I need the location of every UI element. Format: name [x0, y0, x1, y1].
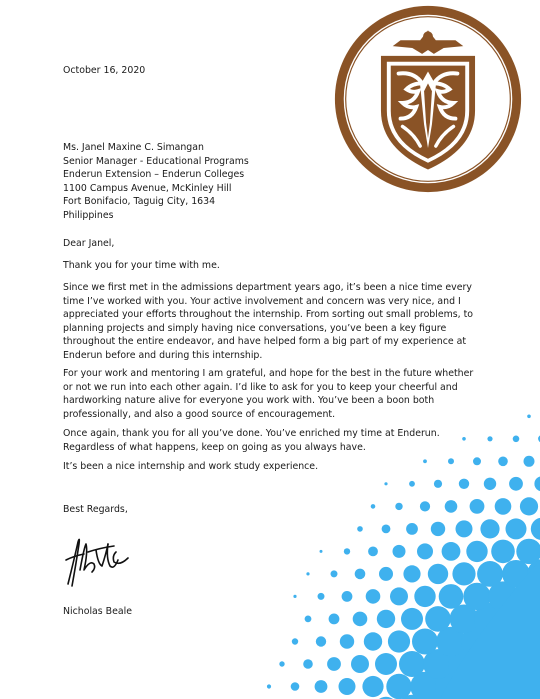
halftone-dot: [364, 632, 382, 650]
recipient-address: [63, 141, 249, 223]
halftone-dot: [439, 584, 464, 609]
halftone-dot: [466, 541, 487, 562]
halftone-dot: [393, 545, 406, 558]
halftone-dot: [395, 503, 402, 510]
halftone-dot: [403, 565, 420, 582]
halftone-dot: [484, 478, 496, 490]
halftone-dot: [417, 543, 433, 559]
halftone-dot: [459, 479, 469, 489]
halftone-dot: [355, 569, 366, 580]
halftone-dot: [399, 651, 425, 677]
halftone-dot: [520, 497, 538, 515]
halftone-dot: [406, 523, 418, 535]
halftone-dot: [342, 591, 353, 602]
halftone-dot: [351, 655, 369, 673]
halftone-dot: [524, 456, 535, 467]
halftone-dot: [516, 539, 540, 564]
halftone-dot: [495, 498, 512, 515]
handwritten-signature: [58, 530, 138, 590]
halftone-dot: [305, 616, 312, 623]
halftone-dot: [534, 476, 540, 491]
halftone-dot: [368, 547, 378, 557]
halftone-dot: [388, 630, 410, 652]
enderun-seal-icon: [330, 1, 526, 197]
halftone-dot: [339, 678, 356, 695]
salutation: Dear Janel,: [63, 238, 115, 249]
halftone-dot: [320, 550, 323, 553]
halftone-dot: [452, 562, 475, 585]
halftone-dot: [344, 548, 350, 554]
halftone-dot: [531, 518, 540, 540]
halftone-dot: [445, 500, 458, 513]
closing: Best Regards,: [63, 504, 128, 515]
halftone-dot: [428, 564, 448, 584]
halftone-dot: [292, 638, 298, 644]
halftone-dot: [527, 415, 531, 419]
address-line: Ms. Janel Maxine C. Simangan: [63, 142, 204, 153]
halftone-dot: [420, 501, 430, 511]
address-line: Fort Bonifacio, Taguig City, 1634: [63, 196, 216, 208]
halftone-dot: [382, 525, 391, 534]
halftone-dot: [291, 682, 300, 691]
halftone-dot: [463, 583, 490, 610]
halftone-dot: [480, 519, 499, 538]
halftone-dot: [340, 634, 354, 648]
halftone-dot: [414, 586, 435, 607]
halftone-dot: [506, 518, 527, 539]
body-paragraph: For your work and mentoring I am grateful, and hope for the best in the future whether or not we run into each other again. I’d like to ask for you to keep your cheerful and hardworking nature alive for everyone you work with. You’ve been a boon both professionally, and also a good source of encouragement.: [63, 368, 474, 420]
halftone-dot: [379, 567, 393, 581]
halftone-dot: [513, 436, 520, 443]
halftone-dot: [353, 612, 368, 627]
halftone-dot: [390, 587, 408, 605]
halftone-dot: [315, 680, 328, 693]
halftone-dot: [375, 653, 397, 675]
halftone-dot: [371, 504, 376, 509]
halftone-dot: [366, 589, 381, 604]
address-line: 1100 Campus Avenue, McKinley Hill: [63, 182, 232, 194]
halftone-dot: [434, 480, 442, 488]
halftone-dot: [456, 520, 473, 537]
body-paragraph: Since we first met in the admissions department years ago, it’s been a nice time every time I’ve worked with you. Your active involvement and concern was very nice, and I appreciated your efforts throughout the internship. From sorting out small problems, to planning projects and simply having nice conversations, you’ve been a key figure throughout the entire endeavor, and have helped form a big part of my experience at Enderun before and during this internship.: [63, 282, 474, 361]
address-line: Senior Manager - Educational Programs: [63, 155, 249, 167]
halftone-dot: [442, 542, 461, 561]
halftone-dot: [362, 676, 383, 697]
body-paragraph: It’s been a nice internship and work study experience.: [63, 461, 319, 472]
halftone-dot: [327, 657, 341, 671]
halftone-dot: [384, 482, 387, 485]
halftone-dot: [470, 499, 485, 514]
signer-name: Nicholas Beale: [63, 606, 132, 617]
halftone-dot: [477, 561, 503, 587]
halftone-dot: [303, 659, 313, 669]
halftone-dot: [509, 477, 523, 491]
halftone-dot: [409, 481, 415, 487]
halftone-dot: [425, 606, 451, 632]
halftone-dot: [329, 614, 340, 625]
halftone-dot: [498, 457, 508, 467]
halftone-dot: [306, 572, 309, 575]
halftone-dot: [386, 674, 411, 699]
halftone-dot: [316, 636, 326, 646]
halftone-dot: [267, 684, 271, 688]
halftone-dot: [491, 540, 515, 564]
address-line: Enderun Extension – Enderun Colleges: [63, 169, 245, 181]
body-paragraph: Thank you for your time with me.: [63, 260, 220, 271]
halftone-dot: [487, 436, 492, 441]
halftone-dot: [412, 629, 438, 655]
halftone-dot: [377, 610, 395, 628]
halftone-dot: [401, 608, 423, 630]
halftone-dot: [318, 593, 325, 600]
halftone-dot: [357, 526, 363, 532]
halftone-dot: [431, 522, 445, 536]
body-paragraph: Once again, thank you for all you’ve done. You’ve enriched my time at Enderun. Regardless of what happens, keep on going as you always have.: [63, 428, 440, 453]
halftone-dot: [331, 570, 338, 577]
halftone-dot: [279, 661, 284, 666]
letter-date: October 16, 2020: [63, 65, 146, 76]
halftone-dot: [293, 595, 296, 598]
address-line: Philippines: [63, 209, 114, 221]
